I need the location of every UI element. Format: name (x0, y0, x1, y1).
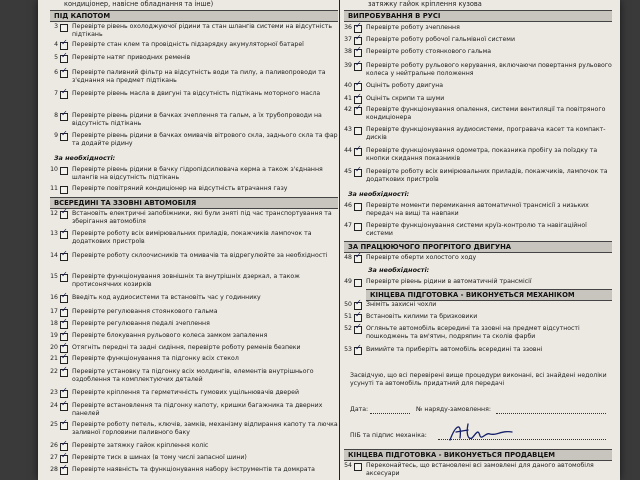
item-text: Перевірте роботу всіх вимірювальних приладів, покажчиків лампочок та додаткових пристроїв (72, 230, 312, 245)
checkbox-44[interactable] (354, 148, 362, 156)
item-number: 40 (344, 82, 352, 89)
checkbox-7[interactable] (60, 91, 68, 99)
order-number-label: № наряду-замовлення: (416, 406, 491, 413)
section-road-test: ВИПРОБУВАННЯ В РУСІ (344, 10, 612, 22)
checkbox-19[interactable] (60, 333, 68, 341)
section-inside-outside: ВСЕРЕДИНІ ТА ЗЗОВНІ АВТОМОБІЛЯ (50, 197, 338, 209)
item-number: 49 (344, 278, 352, 285)
date-field[interactable] (370, 413, 410, 414)
item-number: 13 (50, 230, 58, 237)
item-number: 4 (54, 41, 58, 48)
order-number-field[interactable] (496, 413, 606, 414)
checkbox-54[interactable] (354, 463, 362, 471)
checkbox-25[interactable] (60, 422, 68, 430)
item-number: 38 (344, 48, 352, 55)
checkbox-46[interactable] (354, 203, 362, 211)
item-number: 18 (50, 320, 58, 327)
top-continuation-text: кондиціонер, навісне обладнання та інше) (64, 0, 214, 8)
item-text: Перевірте роботу склоочисників та омивачів та відрегулюйте за необхідності (72, 252, 328, 259)
item-number: 5 (54, 54, 58, 61)
checkbox-11[interactable] (60, 186, 68, 194)
item-number: 14 (50, 252, 58, 259)
item-text: Перевірте функціонування зовнішніх та внутрішніх дзеркал, а також протисонячних козирків (72, 273, 300, 288)
item-text: Зніміть захисні чохли (366, 301, 437, 308)
item-text: Перевірте оберти холостого ходу (366, 254, 477, 261)
item-number: 28 (50, 466, 58, 473)
item-number: 41 (344, 95, 352, 102)
item-text: Перевірте роботу рульового керування, включаючи повертання рульового колеса у нейтральне положення (366, 62, 612, 77)
section-final-seller: КІНЦЕВА ПІДГОТОВКА - ВИКОНУЄТЬСЯ ПРОДАВЦЕМ (344, 449, 612, 461)
checkbox-52[interactable] (354, 326, 362, 334)
checkbox-39[interactable] (354, 63, 362, 71)
subheading-if-needed: За необхідності: (54, 154, 116, 162)
item-number: 47 (344, 222, 352, 229)
checkbox-24[interactable] (60, 403, 68, 411)
section-warm-engine: ЗА ПРАЦЮЮЧОГО ПРОГРІТОГО ДВИГУНА (344, 241, 612, 253)
checkbox-49[interactable] (354, 279, 362, 287)
item-text: Перевірте стан клем та провідність підзарядку акумуляторної батареї (72, 41, 304, 48)
checkbox-18[interactable] (60, 321, 68, 329)
item-text: Перевірте функціонування опалення, системи вентиляції та повітряного кондиціонера (366, 106, 606, 121)
checkbox-14[interactable] (60, 253, 68, 261)
item-text: Оцініть роботу двигуна (366, 82, 444, 89)
checkbox-6[interactable] (60, 70, 68, 78)
item-number: 39 (344, 62, 352, 69)
item-number: 48 (344, 254, 352, 261)
item-text: Перевірте рівень рідини в бачку гідропідсилювача керма а також з'єднання шлангів на відсутність підтікань (72, 166, 323, 181)
item-text: Перевірте рівень рідини в бачках зчеплення та гальм, а їх трубопроводи на відсутність підтікань (72, 112, 322, 127)
item-text: Перевірте регулювання педалі зчеплення (72, 320, 210, 327)
item-number: 27 (50, 454, 58, 461)
item-number: 20 (50, 344, 58, 351)
checkbox-22[interactable] (60, 369, 68, 377)
checkbox-37[interactable] (354, 37, 362, 45)
item-text: Перевірте тиск в шинах (в тому числі запасної шини) (72, 454, 247, 461)
item-number: 51 (344, 313, 352, 320)
item-number: 6 (54, 69, 58, 76)
item-number: 10 (50, 166, 58, 173)
item-text: Перевірте повітряний кондиціонер на відсутність втрачання газу (72, 185, 288, 192)
checkbox-3[interactable] (60, 24, 68, 32)
item-number: 50 (344, 301, 352, 308)
mechanic-signature-label: ПІБ та підпис механіка: (350, 432, 427, 439)
item-text: Вимийте та приберіть автомобіль всередині та ззовні (366, 346, 543, 353)
item-text: Перевірте затяжку гайок кріплення коліс (72, 442, 209, 449)
item-text: Перевірте регулювання стоянкового гальма (72, 308, 218, 315)
item-number: 7 (54, 90, 58, 97)
item-number: 15 (50, 273, 58, 280)
item-number: 25 (50, 421, 58, 428)
item-text: Перевірте блокування рульового колеса замком запалення (72, 332, 268, 339)
column-divider (339, 0, 340, 480)
checkbox-36[interactable] (354, 25, 362, 33)
item-text: Перевірте рівень рідини в автоматичній трансмісії (366, 278, 532, 285)
item-text: Перевірте роботу всіх вимірювальних приладів, покажчиків, лампочок та додаткових пристроїв (366, 168, 608, 183)
checkbox-13[interactable] (60, 231, 68, 239)
item-text: Встановіть електричні запобіжники, які були зняті під час транспортування та зберігання автомобіля (72, 210, 332, 225)
checkbox-38[interactable] (354, 49, 362, 57)
item-number: 23 (50, 389, 58, 396)
certification-statement: Засвідчую, що всі перевірені вище процедури виконані, всі знайдені недоліки усунуті та автомобіль придатний для передачі (350, 372, 607, 387)
item-number: 43 (344, 126, 352, 133)
checkbox-23[interactable] (60, 390, 68, 398)
section-final-mechanic: КІНЦЕВА ПІДГОТОВКА - ВИКОНУЄТЬСЯ МЕХАНІКОМ (366, 289, 612, 301)
item-text: Перевірте функціонування системи круїз-контролю та навігаційної системи (366, 222, 587, 237)
mechanic-signature-icon (446, 420, 516, 444)
date-label: Дата: (350, 406, 369, 413)
item-text: Введіть код аудиосистеми та встановіть час у годиннику (72, 294, 261, 301)
item-text: Перевірте рівень рідини в бачках омивачів вітрового скла, заднього скла та фар та додайте рідину (72, 132, 338, 147)
item-text: Встановіть килими та бризковики (366, 313, 478, 320)
checklist-page (38, 0, 620, 480)
item-text: Перевірте функціонування аудиосистеми, програвача касет та компакт-дисків (366, 126, 606, 141)
checkbox-8[interactable] (60, 113, 68, 121)
subheading-if-needed: За необхідності: (368, 266, 430, 274)
item-number: 19 (50, 332, 58, 339)
item-number: 53 (344, 346, 352, 353)
item-text: Перевірте рівень масла в двигуні та відсутність підтікань моторного масла (72, 90, 321, 97)
item-number: 26 (50, 442, 58, 449)
item-number: 54 (344, 462, 352, 469)
item-number: 24 (50, 402, 58, 409)
checkbox-4[interactable] (60, 42, 68, 50)
checkbox-12[interactable] (60, 211, 68, 219)
item-number: 37 (344, 36, 352, 43)
item-text: Перевірте наявність та функціонування набору інструментів та домкрата (72, 466, 315, 473)
checkbox-5[interactable] (60, 55, 68, 63)
item-number: 36 (344, 24, 352, 31)
item-text: Перевірте моменти перемикання автоматичної трансмісії з низьких передач на вищі та навпаки (366, 202, 589, 217)
item-number: 52 (344, 325, 352, 332)
section-under-hood: ПІД КАПОТОМ (50, 10, 338, 22)
checkbox-48[interactable] (354, 255, 362, 263)
item-number: 3 (54, 23, 58, 30)
item-text: Перевірте функціонування одометра, показника пробігу за поїздку та кнопки скидання показників (366, 147, 598, 162)
checkbox-53[interactable] (354, 347, 362, 355)
item-number: 17 (50, 308, 58, 315)
item-number: 21 (50, 355, 58, 362)
item-number: 45 (344, 168, 352, 175)
checkbox-15[interactable] (60, 274, 68, 282)
checkbox-9[interactable] (60, 133, 68, 141)
checkbox-17[interactable] (60, 309, 68, 317)
item-text: Отягніть передні та задні сидіння, перевірте роботу ременів безпеки (72, 344, 301, 351)
item-number: 44 (344, 147, 352, 154)
item-text: Перевірте натяг приводних ременів (72, 54, 191, 61)
item-text: Перевірте кріплення та герметичність гумових ущільнювачів дверей (72, 389, 299, 396)
item-number: 12 (50, 210, 58, 217)
item-number: 9 (54, 132, 58, 139)
checkbox-51[interactable] (354, 314, 362, 322)
checkbox-45[interactable] (354, 169, 362, 177)
checkbox-16[interactable] (60, 295, 68, 303)
item-number: 46 (344, 202, 352, 209)
item-text: Оцініть скрипи та шуми (366, 95, 445, 102)
item-number: 8 (54, 112, 58, 119)
item-text: Огляньте автомобіль всередині та ззовні на предмет відсутності пошкоджень та вм'ятин, подряпин та сколів фарби (366, 325, 580, 340)
item-text: Перевірте роботу зчеплення (366, 24, 460, 31)
item-number: 11 (50, 185, 58, 192)
checkbox-21[interactable] (60, 356, 68, 364)
check-item-3 (50, 23, 338, 39)
item-text: Перевірте рівень охолоджуючої рідини та стан шлангів системи на відсутність підтікань (72, 23, 333, 38)
item-text: Перевірте встановлення та підгонку капоту, кришки багажника та дверних панелей (72, 402, 323, 417)
checkbox-40[interactable] (354, 83, 362, 91)
item-text: Перевірте функціонування та підгонку всіх стекол (72, 355, 239, 362)
checkbox-47[interactable] (354, 223, 362, 231)
checkbox-43[interactable] (354, 127, 362, 135)
item-text: Переконайтесь, що встановлені всі замовлені для даного автомобіля аксесуари (366, 462, 594, 477)
item-number: 42 (344, 106, 352, 113)
checkbox-28[interactable] (60, 467, 68, 475)
item-text: Перевірте роботу петель, ключів, замків, механізму відпирання капоту та лючка заливної горловини паливного баку (72, 421, 338, 436)
item-number: 22 (50, 368, 58, 375)
item-text: Перевірте роботу робочої гальмівної системи (366, 36, 515, 43)
checkbox-42[interactable] (354, 107, 362, 115)
item-text: Перевірте роботу стоянкового гальма (366, 48, 492, 55)
item-text: Перевірте установку та підгонку всіх молдингів, елементів внутрішнього оздоблення та комплектуючих деталей (72, 368, 314, 383)
item-text: Перевірте паливний фільтр на відсутність води та пилу, а паливопроводи та з'єднання на предмет підтікань (72, 69, 326, 84)
checkbox-26[interactable] (60, 443, 68, 451)
item-number: 16 (50, 294, 58, 301)
checkbox-27[interactable] (60, 455, 68, 463)
top-continuation-text-right: затяжку гайок кріплення кузова (368, 0, 482, 8)
checkbox-50[interactable] (354, 302, 362, 310)
checkbox-10[interactable] (60, 167, 68, 175)
subheading-if-needed: За необхідності: (348, 190, 410, 198)
